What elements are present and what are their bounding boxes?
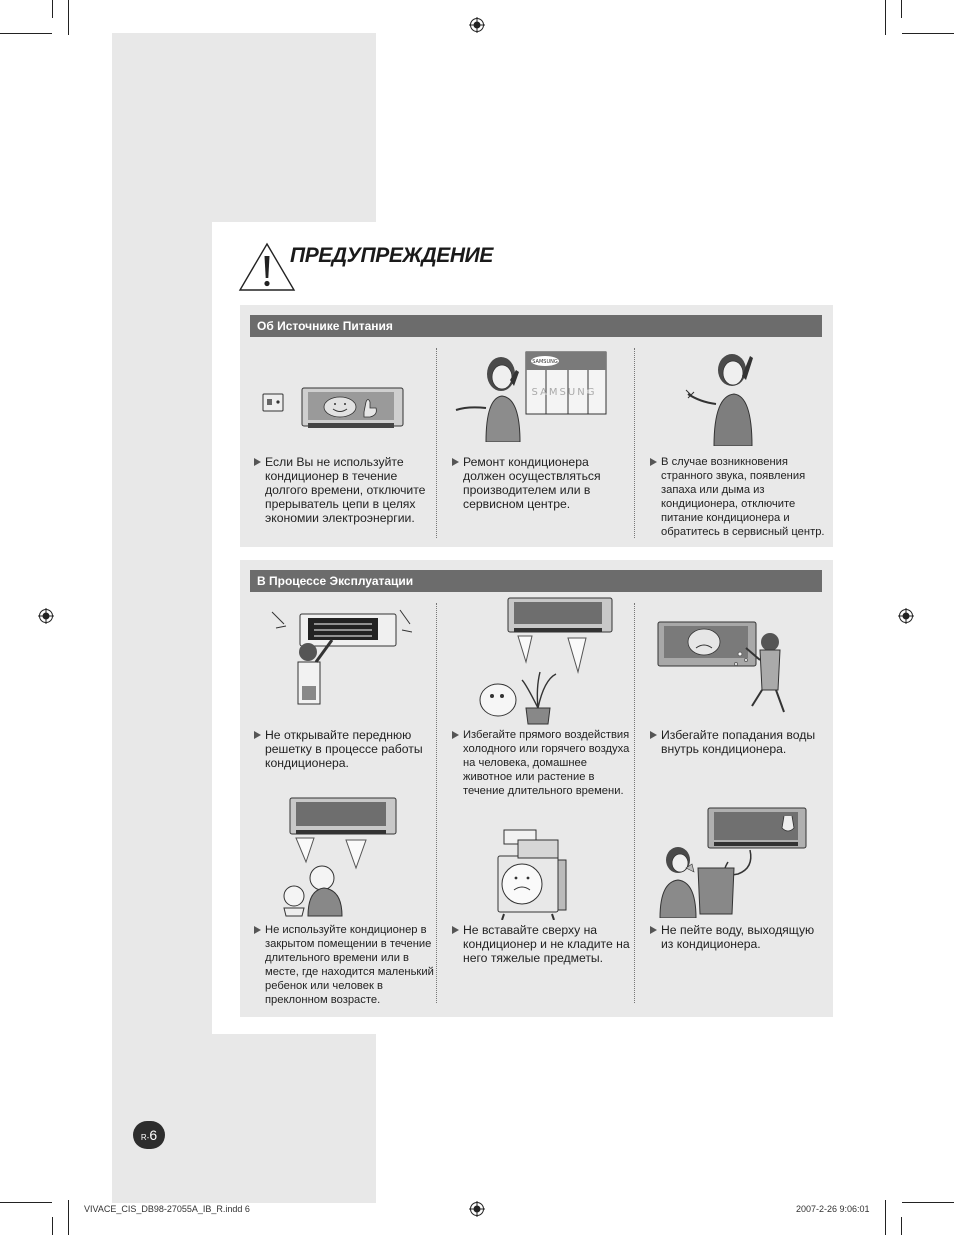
column-divider <box>634 603 635 1003</box>
column-divider <box>436 348 437 538</box>
direct-airflow-illustration <box>478 596 614 726</box>
registration-mark-icon <box>469 1201 485 1217</box>
operation-item-4-text: Не используйте кондиционер в закрытом помещении в течение длительного времени или в месте, где находится маленький ребенок или человек в преклонном возрасте. <box>254 923 434 1007</box>
heavy-objects-illustration <box>494 826 568 920</box>
registration-mark-icon <box>898 608 914 624</box>
operation-item-1-text: Не открывайте переднюю решетку в процессе работы кондиционера. <box>254 728 430 770</box>
power-item-1-text: Если Вы не используйте кондиционер в течение долгого времени, отключите прерыватель цепи в целях экономии электроэнергии. <box>254 455 430 525</box>
open-grille-illustration <box>262 604 412 712</box>
svg-text:SAMSUNG: SAMSUNG <box>531 387 597 398</box>
operation-section-title: В Процессе Эксплуатации <box>250 570 822 592</box>
page-number-badge: R-6 <box>133 1121 165 1149</box>
operation-item-2-text: Избегайте прямого воздействия холодного или горячего воздуха на человека, домашнее животное или растение в течение длительного времени. <box>452 728 634 798</box>
registration-mark-icon <box>469 17 485 33</box>
circuit-breaker-illustration <box>258 380 408 440</box>
warning-triangle-icon <box>238 242 296 292</box>
column-divider <box>634 348 635 538</box>
operation-item-6-text: Не пейте воду, выходящую из кондиционера. <box>650 923 828 951</box>
power-item-2-text: Ремонт кондиционера должен осуществляться производителем или в сервисном центре. <box>452 455 630 511</box>
water-splash-illustration <box>656 620 788 716</box>
operation-item-5-text: Не вставайте сверху на кондиционер и не кладите на него тяжелые предметы. <box>452 923 630 965</box>
closed-room-illustration <box>280 796 400 920</box>
column-divider <box>436 603 437 1003</box>
drink-water-illustration <box>654 806 810 918</box>
footer-datetime: 2007-2-26 9:06:01 <box>796 1204 870 1214</box>
registration-mark-icon <box>38 608 54 624</box>
footer-filename: VIVACE_CIS_DB98-27055A_IB_R.indd 6 <box>84 1204 250 1214</box>
abnormal-sound-illustration <box>684 352 780 446</box>
power-item-3-text: В случае возникновения странного звука, появления запаха или дыма из кондиционера, отключите питание кондиционера и обратитесь в сервисный центр. <box>650 455 828 539</box>
operation-item-3-text: Избегайте попадания воды внутрь кондиционера. <box>650 728 828 756</box>
warning-title: ПРЕДУПРЕЖДЕНИЕ <box>290 244 493 267</box>
power-section-title: Об Источнике Питания <box>250 315 822 337</box>
svg-text:SAMSUNG: SAMSUNG <box>532 359 558 365</box>
service-call-illustration <box>446 350 608 442</box>
